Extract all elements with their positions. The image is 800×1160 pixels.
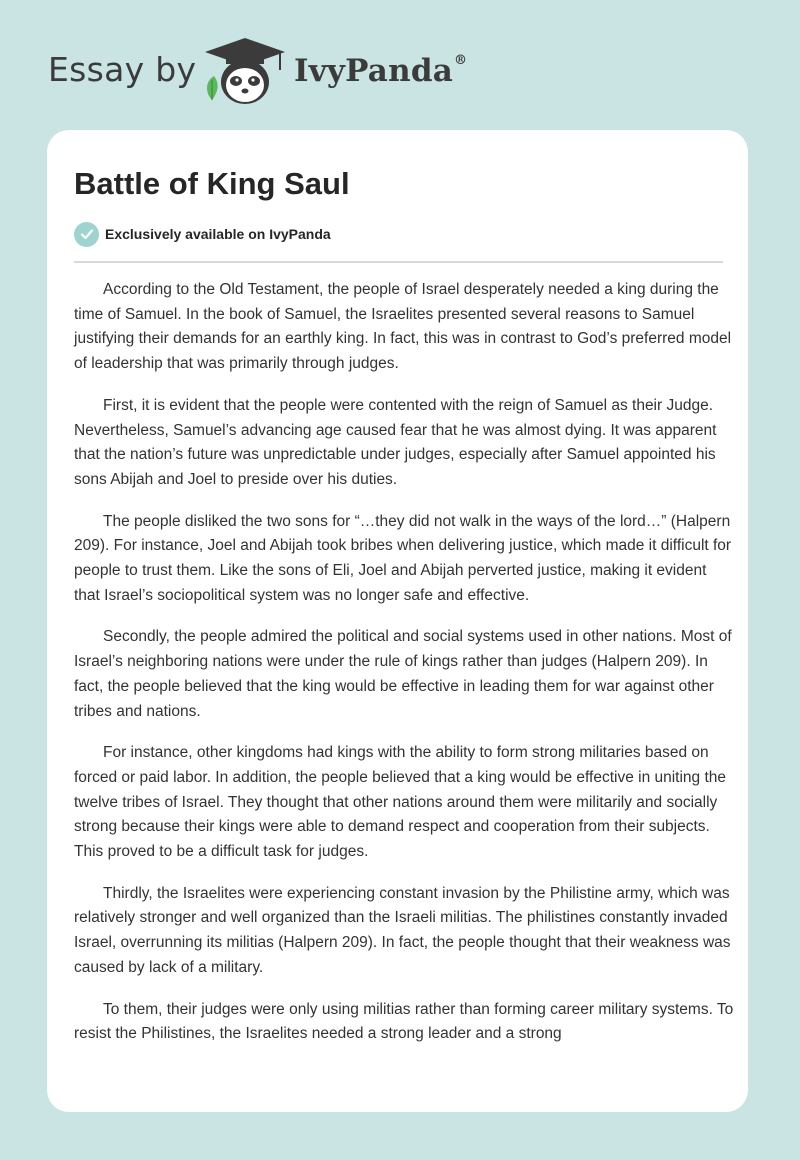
site-header: [0, 0, 800, 130]
paragraph: To them, their judges were only using militias rather than forming career military systems. To resist the Philistines, the Israelites needed a strong leader and a strong: [74, 1000, 734, 1043]
paragraph: Thirdly, the Israelites were experiencing constant invasion by the Philistine army, which was relatively stronger and well organized than the Israeli militias. The philistines constantly invaded Israel, overrunning its militias (Halpern 209). In fact, the people thought that their weakness was caused by lack of a military.: [74, 884, 731, 976]
brand-name[interactable]: IvyPanda®: [294, 53, 468, 89]
check-circle-icon: [74, 222, 99, 247]
page-title: Battle of King Saul: [74, 166, 350, 201]
registered-mark: ®: [454, 53, 468, 68]
essay-card: [47, 130, 748, 1112]
panda-graduate-icon[interactable]: [200, 36, 290, 108]
essay-by-label: Essay by: [48, 50, 197, 89]
exclusive-badge: [74, 221, 331, 247]
paragraph: The people disliked the two sons for “…they did not walk in the ways of the lord…” (Halpern 209). For instance, Joel and Abijah took bribes when delivering justice, which made it difficult for people to trust them. Like the sons of Eli, Joel and Abijah perverted justice, making it evident that Israel’s sociopolitical system was no longer safe and effective.: [74, 512, 732, 604]
essay-body: [74, 278, 734, 1064]
paragraph: For instance, other kingdoms had kings with the ability to form strong militaries based on forced or paid labor. In addition, the people believed that a king would be effective in uniting the twelve tribes of Israel. They thought that other nations around them were militarily and socially strong because their kings were able to demand respect and cooperation from their subjects. This proved to be a difficult task for judges.: [74, 744, 727, 861]
exclusive-badge-label: Exclusively available on IvyPanda: [105, 226, 331, 242]
paragraph: According to the Old Testament, the people of Israel desperately needed a king during the time of Samuel. In the book of Samuel, the Israelites presented several reasons to Samuel justifying their demands for an earthly king. In fact, this was in contrast to God’s preferred model of leadership that was primarily through judges.: [74, 281, 732, 373]
paragraph: Secondly, the people admired the political and social systems used in other nations. Most of Israel’s neighboring nations were under the rule of kings rather than judges (Halpern 209). In fact, the people believed that the king would be effective in leading them for war against other tribes and nations.: [74, 628, 732, 720]
divider: [74, 261, 723, 263]
paragraph: First, it is evident that the people were contented with the reign of Samuel as their Judge. Nevertheless, Samuel’s advancing age caused fear that he was almost dying. It was apparent that the nation’s future was unpredictable under judges, especially after Samuel appointed his sons Abijah and Joel to preside over his duties.: [74, 396, 717, 488]
